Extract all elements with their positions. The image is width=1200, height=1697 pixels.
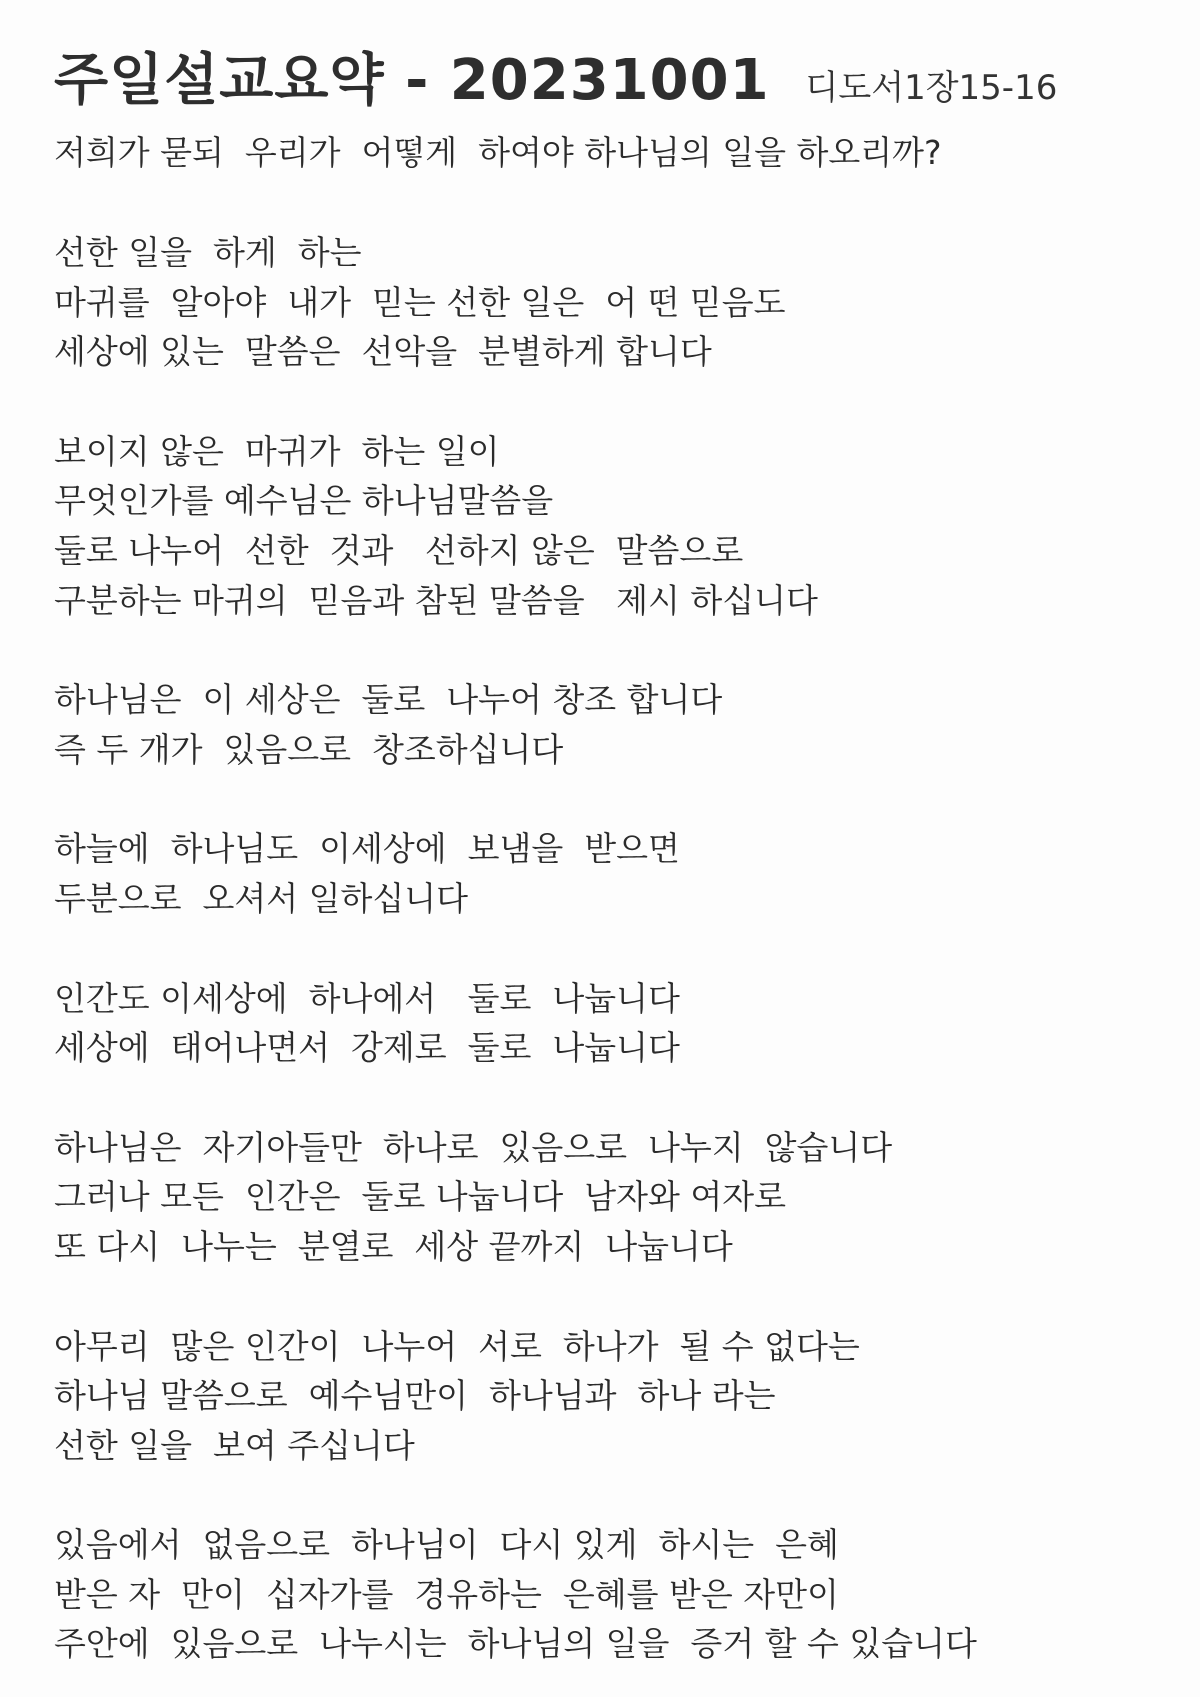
paragraph: [54, 974, 1160, 1073]
text-line: 받은 자 만이 십자가를 경유하는 은혜를 받은 자만이: [54, 1574, 839, 1614]
paragraph: [54, 1322, 1160, 1471]
paragraph: [54, 675, 1160, 774]
text-line: 하나님 말씀으로 예수님만이 하나님과 하나 라는: [54, 1376, 776, 1416]
header: [54, 36, 1160, 116]
document: [54, 36, 1160, 1669]
text-line: 즉 두 개가 있음으로 창조하십니다: [54, 729, 564, 769]
text-line: 무엇인가를 예수님은 하나님말씀을: [54, 481, 554, 521]
text-line: 둘로 나누어 선한 것과 선하지 않은 말씀으로: [54, 530, 744, 570]
text-line: 그러나 모든 인간은 둘로 나눕니다 남자와 여자로: [54, 1177, 786, 1217]
text-line: 인간도 이세상에 하나에서 둘로 나눕니다: [54, 978, 680, 1018]
text-line: 아무리 많은 인간이 나누어 서로 하나가 될 수 없다는: [54, 1326, 860, 1366]
paragraph: [54, 228, 1160, 377]
text-line: 세상에 있는 말씀은 선악을 분별하게 합니다: [54, 332, 712, 372]
scripture-reference: 디도서1장15-16: [805, 68, 1058, 108]
text-line: 하늘에 하나님도 이세상에 보냄을 받으면: [54, 829, 680, 869]
text-line: 세상에 태어나면서 강제로 둘로 나눕니다: [54, 1028, 680, 1068]
page-title: 주일설교요약 - 20231001: [54, 48, 770, 113]
text-line: 선한 일을 하게 하는: [54, 233, 362, 272]
paragraph: [54, 1123, 1160, 1272]
text-line: 하나님은 이 세상은 둘로 나누어 창조 합니다: [54, 680, 723, 720]
opening-question: 저희가 묻되 우리가 어떻게 하여야 하나님의 일을 하오리까?: [54, 133, 942, 172]
text-line: 하나님은 자기아들만 하나로 있음으로 나누지 않습니다: [54, 1127, 893, 1167]
text-line: 보이지 않은 마귀가 하는 일이: [54, 431, 500, 471]
text-line: 주안에 있음으로 나누시는 하나님의 일을 증거 할 수 있습니다: [54, 1624, 977, 1664]
text-line: 있음에서 없음으로 하나님이 다시 있게 하시는 은혜: [54, 1525, 839, 1565]
text-line: 마귀를 알아야 내가 믿는 선한 일은 어 떤 믿음도: [54, 282, 786, 322]
paragraph: [54, 427, 1160, 625]
text-line: 구분하는 마귀의 믿음과 참된 말씀을 제시 하십니다: [54, 580, 818, 620]
text-line: 선한 일을 보여 주십니다: [54, 1425, 415, 1465]
paragraph: [54, 1520, 1160, 1669]
text-line: 두분으로 오셔서 일하십니다: [54, 878, 469, 918]
paragraph: [54, 824, 1160, 923]
text-line: 또 다시 나누는 분열로 세상 끝까지 나눕니다: [54, 1226, 733, 1266]
